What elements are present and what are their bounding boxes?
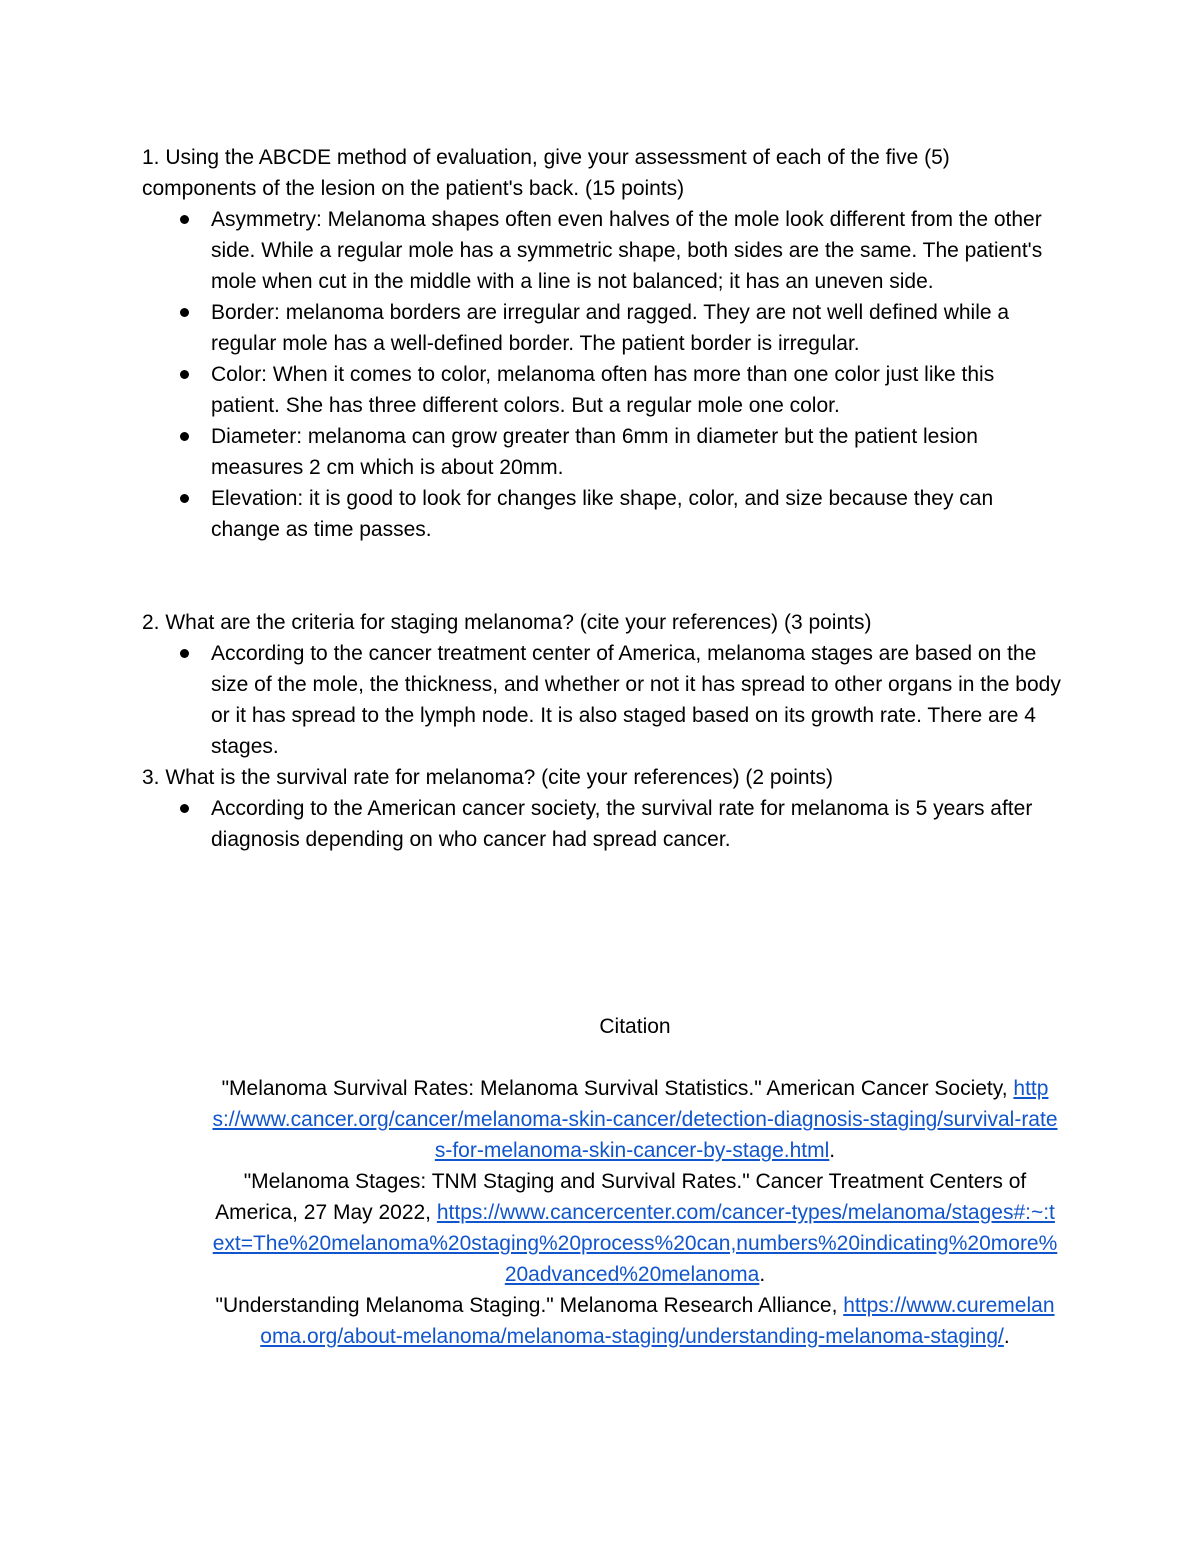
answer-text: Border: melanoma borders are irregular and ragged. They are not well defined while a regular mole has a well-defined border. The patient border is irregular. (211, 301, 1010, 355)
citation-entry (210, 1290, 1060, 1352)
question-1-answers (142, 204, 1062, 545)
citation-text: "Understanding Melanoma Staging." Melanoma Research Alliance, (215, 1294, 838, 1317)
answer-border (142, 297, 1062, 359)
citation-heading: Citation (599, 1015, 671, 1038)
bullet-icon (180, 649, 189, 658)
citation-period: . (829, 1139, 836, 1162)
citation-list (210, 1073, 1060, 1352)
citation-link[interactable]: https://www.curemelanoma.org/about-melanoma/melanoma-staging/understanding-melanoma-staging/ (260, 1294, 1055, 1348)
question-1-block (142, 142, 1062, 545)
citation-link[interactable]: https://www.cancer.org/cancer/melanoma-skin-cancer/detection-diagnosis-staging/survival-rates-for-melanoma-skin-cancer-by-stage.html (212, 1077, 1058, 1162)
citation-text: "Melanoma Survival Rates: Melanoma Survival Statistics." American Cancer Society, (221, 1077, 1008, 1100)
bullet-icon (180, 370, 189, 379)
answer-diameter (142, 421, 1062, 483)
bullet-icon (180, 308, 189, 317)
answer-elevation (142, 483, 1062, 545)
answer-text: Diameter: melanoma can grow greater than 6mm in diameter but the patient lesion measures 2 cm which is about 20mm. (211, 425, 978, 479)
question-2-text: 2. What are the criteria for staging melanoma? (cite your references) (3 points) (142, 611, 872, 634)
answer-asymmetry (142, 204, 1062, 297)
answer-text: Asymmetry: Melanoma shapes often even halves of the mole look different from the other side. While a regular mole has a symmetric shape, both sides are the same. The patient's mole when cut in the middle with a line is not balanced; it has an uneven side. (211, 208, 1043, 293)
citation-text: "Melanoma Stages: TNM Staging and Survival Rates." Cancer Treatment Centers of America, 27 May 2022, (215, 1170, 1027, 1224)
citation-entry (210, 1166, 1060, 1290)
answer-text: Color: When it comes to color, melanoma often has more than one color just like this patient. She has three different colors. But a regular mole one color. (211, 363, 995, 417)
question-2-block (142, 607, 1062, 855)
citation-entry (210, 1073, 1060, 1166)
question-3-text: 3. What is the survival rate for melanoma? (cite your references) (2 points) (142, 766, 833, 789)
bullet-icon (180, 215, 189, 224)
answer-survival-rate (142, 793, 1062, 855)
answer-text: Elevation: it is good to look for changes like shape, color, and size because they can change as time passes. (211, 487, 994, 541)
question-2-answers (142, 638, 1062, 762)
question-1-text: 1. Using the ABCDE method of evaluation, give your assessment of each of the five (5) components of the lesion on the patient's back. (15 points) (142, 146, 950, 200)
answer-staging (142, 638, 1062, 762)
citation-period: . (759, 1263, 766, 1286)
bullet-icon (180, 432, 189, 441)
answer-color (142, 359, 1062, 421)
citation-link[interactable]: https://www.cancercenter.com/cancer-types/melanoma/stages#:~:text=The%20melanoma%20staging%20process%20can,numbers%20indicating%20more%20advanced%20melanoma (212, 1201, 1058, 1286)
answer-text: According to the cancer treatment center of America, melanoma stages are based on the size of the mole, the thickness, and whether or not it has spread to other organs in the body or it has spread to the lymph node. It is also staged based on its growth rate. There are 4 stages. (211, 642, 1061, 758)
question-3-answers (142, 793, 1062, 855)
bullet-icon (180, 804, 189, 813)
bullet-icon (180, 494, 189, 503)
citation-period: . (1003, 1325, 1010, 1348)
answer-text: According to the American cancer society, the survival rate for melanoma is 5 years after diagnosis depending on who cancer had spread cancer. (211, 797, 1033, 851)
